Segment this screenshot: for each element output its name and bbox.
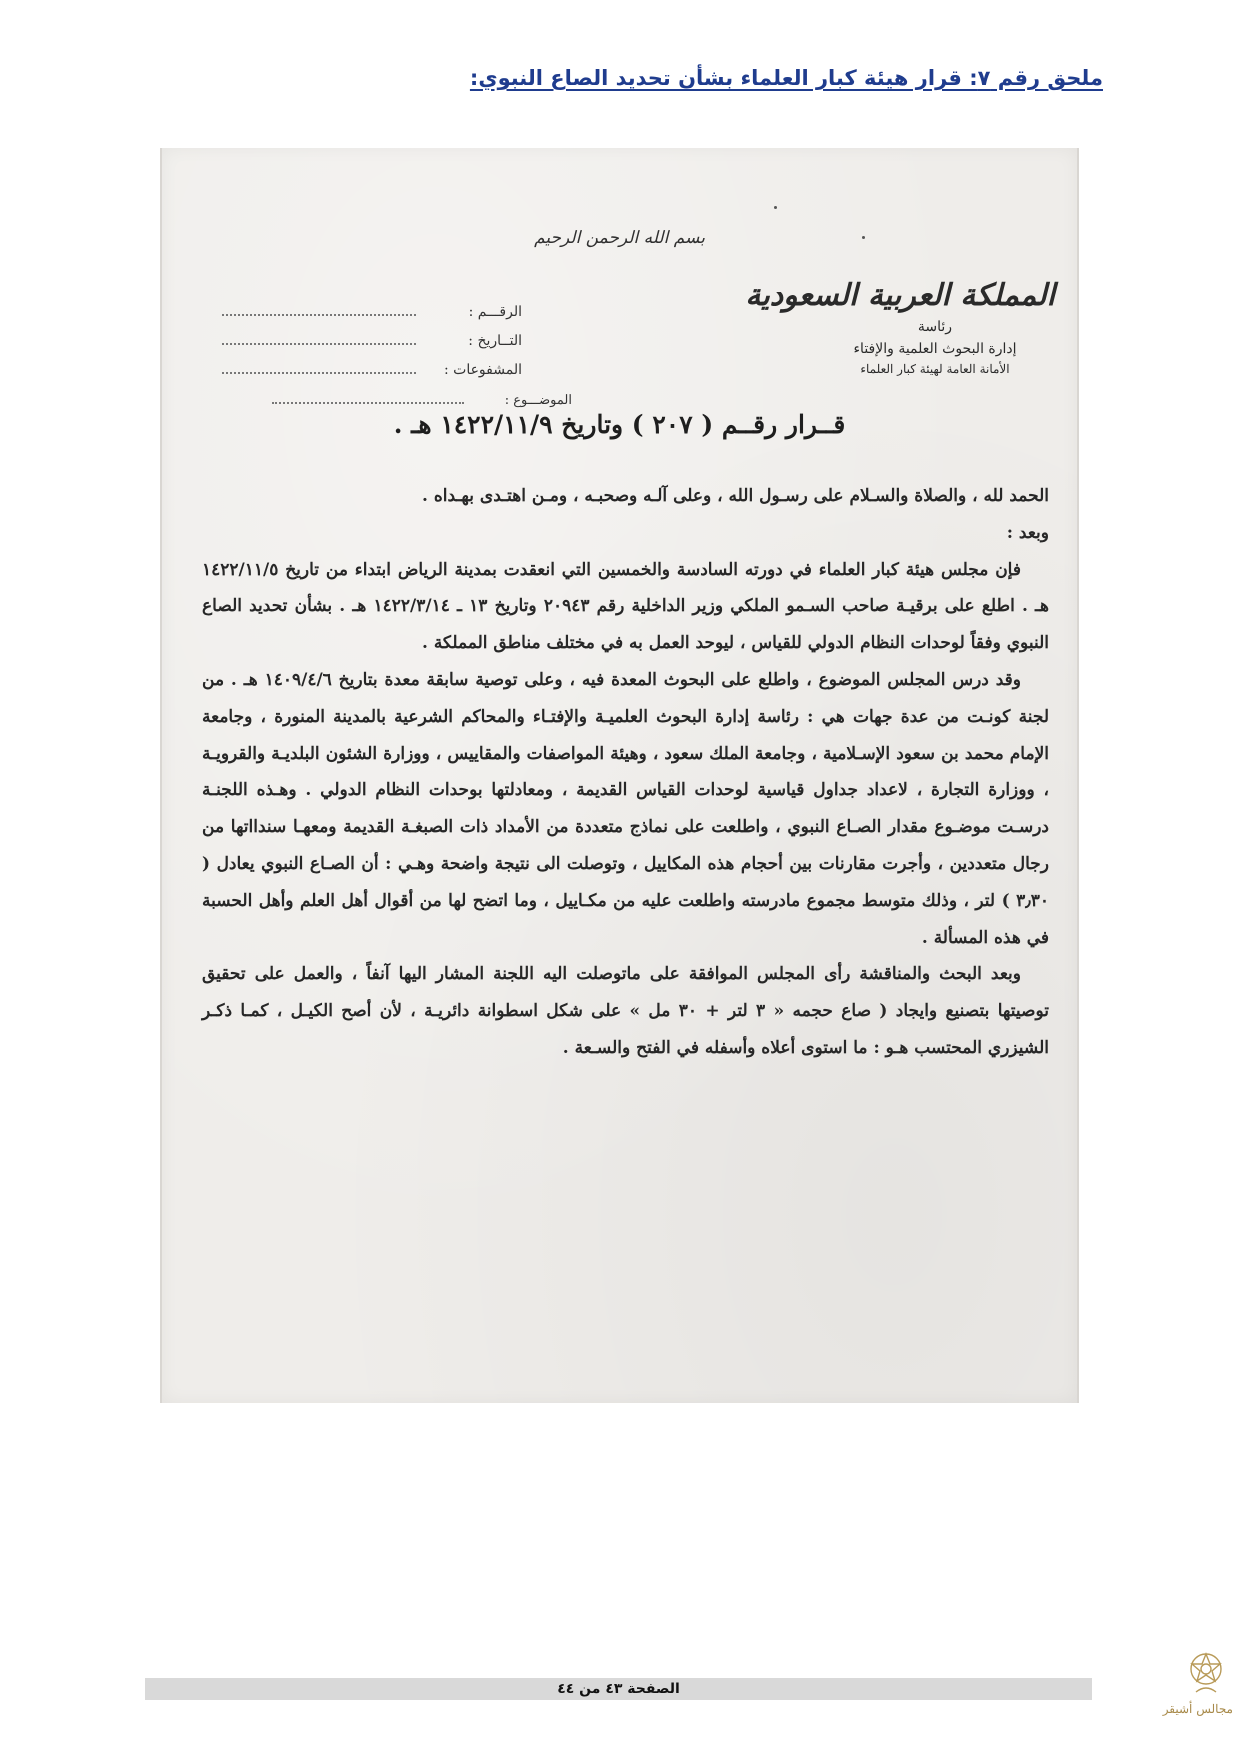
basmala: بسم الله الرحمن الرحيم <box>534 228 705 248</box>
date-blank <box>222 329 416 345</box>
date-field <box>222 329 522 358</box>
letterhead <box>745 276 1055 378</box>
brand-name: مجالس أشيقر <box>1162 1702 1233 1716</box>
number-label: الرقـــم : <box>468 304 522 320</box>
attachments-field <box>222 358 522 387</box>
date-label: التــاريخ : <box>468 333 522 349</box>
body-paragraph-resolution: وبعد البحث والمناقشة رأى المجلس الموافقة على ماتوصلت اليه اللجنة المشار اليها آنفاً ، والعمل على تحقيق توصيتها بتصنيع وايجاد ( صاع حجمه « ٣ لتر + ٣٠ مل » على شكل اسطوانة دائريـة ، لأن أصح الكيـل ، كمـا ذكـر الشيزري المحتسب هـو : ما استوى أعلاه وأسفله في الفتح والسـعة . <box>202 964 1049 1058</box>
letterhead-department: إدارة البحوث العلمية والإفتاء <box>853 341 1017 357</box>
page-heading: ملحق رقم ٧: قرار هيئة كبار العلماء بشأن تحديد الصاع النبوي: <box>469 66 1103 90</box>
decision-body <box>202 478 1049 1067</box>
number-field <box>222 300 522 329</box>
scan-speck <box>862 236 865 239</box>
subject-label: الموضـــوع : <box>504 393 572 408</box>
attachments-label: المشفوعات : <box>443 362 522 378</box>
body-paragraph-session: فإن مجلس هيئة كبار العلماء في دورته السادسة والخمسين التي انعقدت بمدينة الرياض ابتداء من تاريخ ١٤٢٢/١١/٥ هـ . اطلع على برقيـة صاحب السـمو الملكي وزير الداخلية رقم ٢٠٩٤٣ وتاريخ ١٣ ـ ١٤٢٢/٣/١٤ هـ . بشأن تحديد الصاع النبوي وفقاً لوحدات النظام الدولي للقياس ، ليوحد العمل به في مختلف مناطق المملكة . <box>202 559 1049 654</box>
brand-logo <box>1162 1648 1233 1748</box>
scan-speck <box>774 206 777 209</box>
subject-blank <box>272 388 464 404</box>
body-paragraph-opening: الحمد لله ، والصلاة والسـلام على رسـول الله ، وعلى آلـه وصحبـه ، ومـن اهتـدى بهـداه . <box>422 486 1049 506</box>
subject-field <box>272 388 572 408</box>
letterhead-secretariat: الأمانة العامة لهيئة كبار العلماء <box>860 362 1010 376</box>
body-paragraph-thereafter: وبعد : <box>1006 522 1049 543</box>
reference-fields <box>222 300 522 387</box>
decision-title: قــرار رقــم ( ٢٠٧ ) وتاريخ ١٤٢٢/١١/٩ هـ . <box>393 410 846 439</box>
body-paragraph-study: وقد درس المجلس الموضوع ، واطلع على البحوث المعدة فيه ، وعلى توصية سابقة معدة بتاريخ ١٤٠٩/٤/٦ هـ . من لجنة كونـت من عدة جهات هي : رئاسة إدارة البحوث العلميـة والإفتـاء والمحاكم الشرعية بالمدينة المنورة ، وجامعة الإمام محمد بن سعود الإسـلامية ، وجامعة الملك سعود ، وهيئة المواصفات والمقاييس ، ووزارة الشئون البلديـة والقرويـة ، ووزارة التجارة ، لاعداد جداول قياسية لوحدات القياس القديمة ، ومعادلتها بوحدات النظام الدولي . وهـذه اللجنـة درسـت موضـوع مقدار الصـاع النبوي ، واطلعت على نماذج متعددة من الأمداد ذات الصبغـة القديمة ومعهـا سندااتها من رجال متعددين ، وأجرت مقارنات بين أحجام هذه المكاييل ، وتوصلت الى نتيجة واضحة وهـي : أن الصـاع النبوي يعادل ( ٣٫٣٠ ) لتر ، وذلك متوسط مجموع مادرسته واطلعت عليه من مكـاييل ، وما اتضح لها من أقوال أهل العلم وأهل الحسبة في هذه المسألة . <box>202 669 1049 948</box>
page-number-label: الصفحة ٤٣ من ٤٤ <box>557 1681 680 1697</box>
ornament-star-icon <box>1179 1648 1233 1700</box>
attachments-blank <box>222 358 416 374</box>
number-blank <box>222 300 416 316</box>
letterhead-kingdom: المملكة العربية السعودية <box>745 278 1055 313</box>
page-footer <box>145 1678 1092 1700</box>
letterhead-presidency: رئاسة <box>917 319 953 335</box>
scanned-decision-document <box>160 148 1079 1403</box>
